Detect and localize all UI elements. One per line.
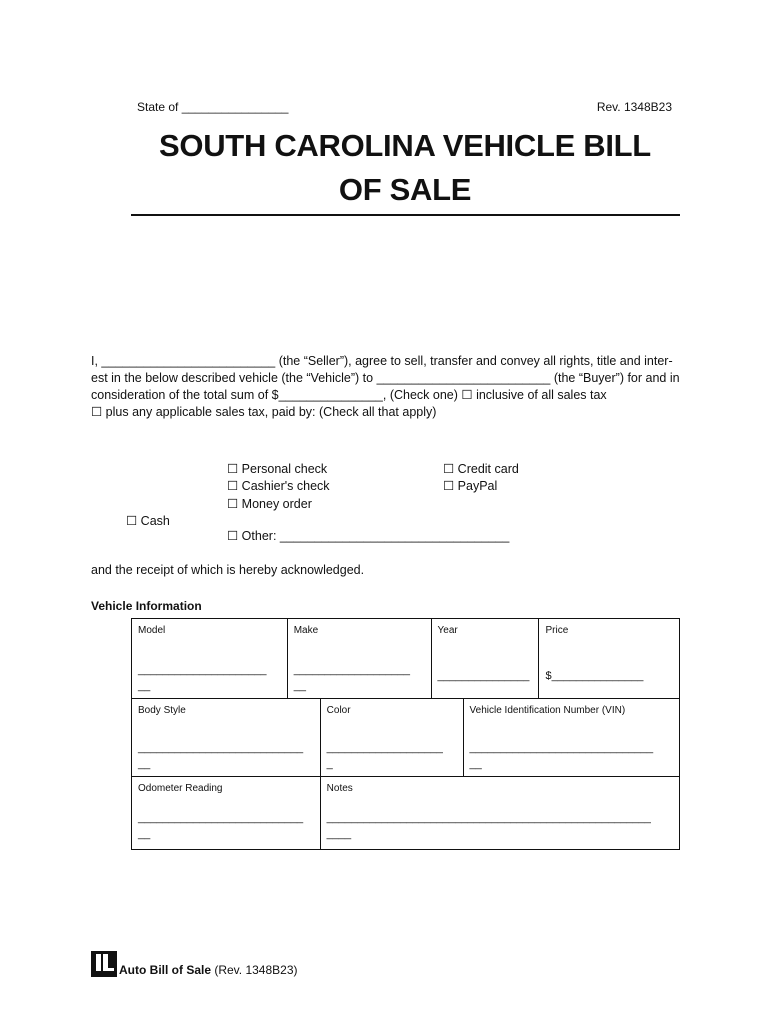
document-title xyxy=(130,124,680,212)
color-label: Color xyxy=(326,705,351,716)
intro-line-2: est in the below described vehicle (the “Vehicle”) to _________________________ (the “Buyer”) for and in xyxy=(91,371,680,385)
year-label: Year xyxy=(437,625,458,636)
model-input-line[interactable]: _____________________ __ xyxy=(138,664,267,692)
body-style-cell[interactable] xyxy=(132,699,321,777)
option-cash[interactable]: ☐ Cash xyxy=(126,514,170,528)
option-money-order[interactable]: ☐ Money order xyxy=(227,497,312,511)
footer-revision: (Rev. 1348B23) xyxy=(211,963,298,977)
option-personal-check[interactable]: ☐ Personal check xyxy=(227,462,328,476)
year-input-line[interactable]: _______________ xyxy=(437,670,530,682)
model-cell[interactable] xyxy=(132,619,288,699)
footer-title: Auto Bill of Sale xyxy=(119,963,212,977)
option-cashiers-check[interactable]: ☐ Cashier's check xyxy=(227,479,330,493)
option-paypal[interactable]: ☐ PayPal xyxy=(443,479,498,493)
table-row xyxy=(132,699,680,777)
notes-input-line[interactable]: _____________________________________________________ ____ xyxy=(326,812,651,840)
color-input-line[interactable]: ___________________ _ xyxy=(326,742,443,770)
table-row xyxy=(132,619,680,699)
make-label: Make xyxy=(293,625,319,636)
vin-label: Vehicle Identification Number (VIN) xyxy=(469,705,626,716)
color-cell[interactable] xyxy=(320,699,463,777)
table-row xyxy=(132,777,680,850)
option-credit-card[interactable]: ☐ Credit card xyxy=(443,462,519,476)
notes-label: Notes xyxy=(326,783,353,794)
vehicle-info-heading: Vehicle Information xyxy=(91,599,202,613)
odometer-input-line[interactable]: ___________________________ __ xyxy=(138,812,304,840)
brand-logo-icon xyxy=(91,951,117,977)
vin-input-line[interactable]: ______________________________ __ xyxy=(469,742,654,770)
title-line-2: OF SALE xyxy=(338,172,472,207)
odometer-label: Odometer Reading xyxy=(138,783,223,794)
year-cell[interactable] xyxy=(431,619,539,699)
state-field: State of ________________ xyxy=(137,100,289,114)
vin-cell[interactable] xyxy=(463,699,679,777)
footer xyxy=(91,951,298,977)
vehicle-info-table xyxy=(131,618,680,850)
make-input-line[interactable]: ___________________ __ xyxy=(293,664,410,692)
option-other[interactable]: ☐ Other: _________________________________ xyxy=(227,529,510,543)
body-style-label: Body Style xyxy=(138,705,186,716)
price-input-line[interactable]: $_______________ xyxy=(545,670,644,682)
revision-number: Rev. 1348B23 xyxy=(596,100,672,114)
make-cell[interactable] xyxy=(287,619,431,699)
intro-line-1: I, _________________________ (the “Seller”), agree to sell, transfer and convey all rights, title and inter- xyxy=(91,354,673,368)
notes-cell[interactable] xyxy=(320,777,679,850)
receipt-acknowledgement: and the receipt of which is hereby acknowledged. xyxy=(91,563,365,577)
price-cell[interactable] xyxy=(539,619,680,699)
body-style-input-line[interactable]: ___________________________ __ xyxy=(138,742,304,770)
model-label: Model xyxy=(138,625,166,636)
title-divider xyxy=(131,214,680,216)
odometer-cell[interactable] xyxy=(132,777,321,850)
price-label: Price xyxy=(545,625,569,636)
intro-paragraph xyxy=(91,353,691,421)
intro-line-3: consideration of the total sum of $_______________, (Check one) ☐ inclusive of all sales tax xyxy=(91,388,607,402)
title-line-1: SOUTH CAROLINA VEHICLE BILL xyxy=(159,128,651,163)
intro-line-4: ☐ plus any applicable sales tax, paid by: (Check all that apply) xyxy=(91,405,437,419)
